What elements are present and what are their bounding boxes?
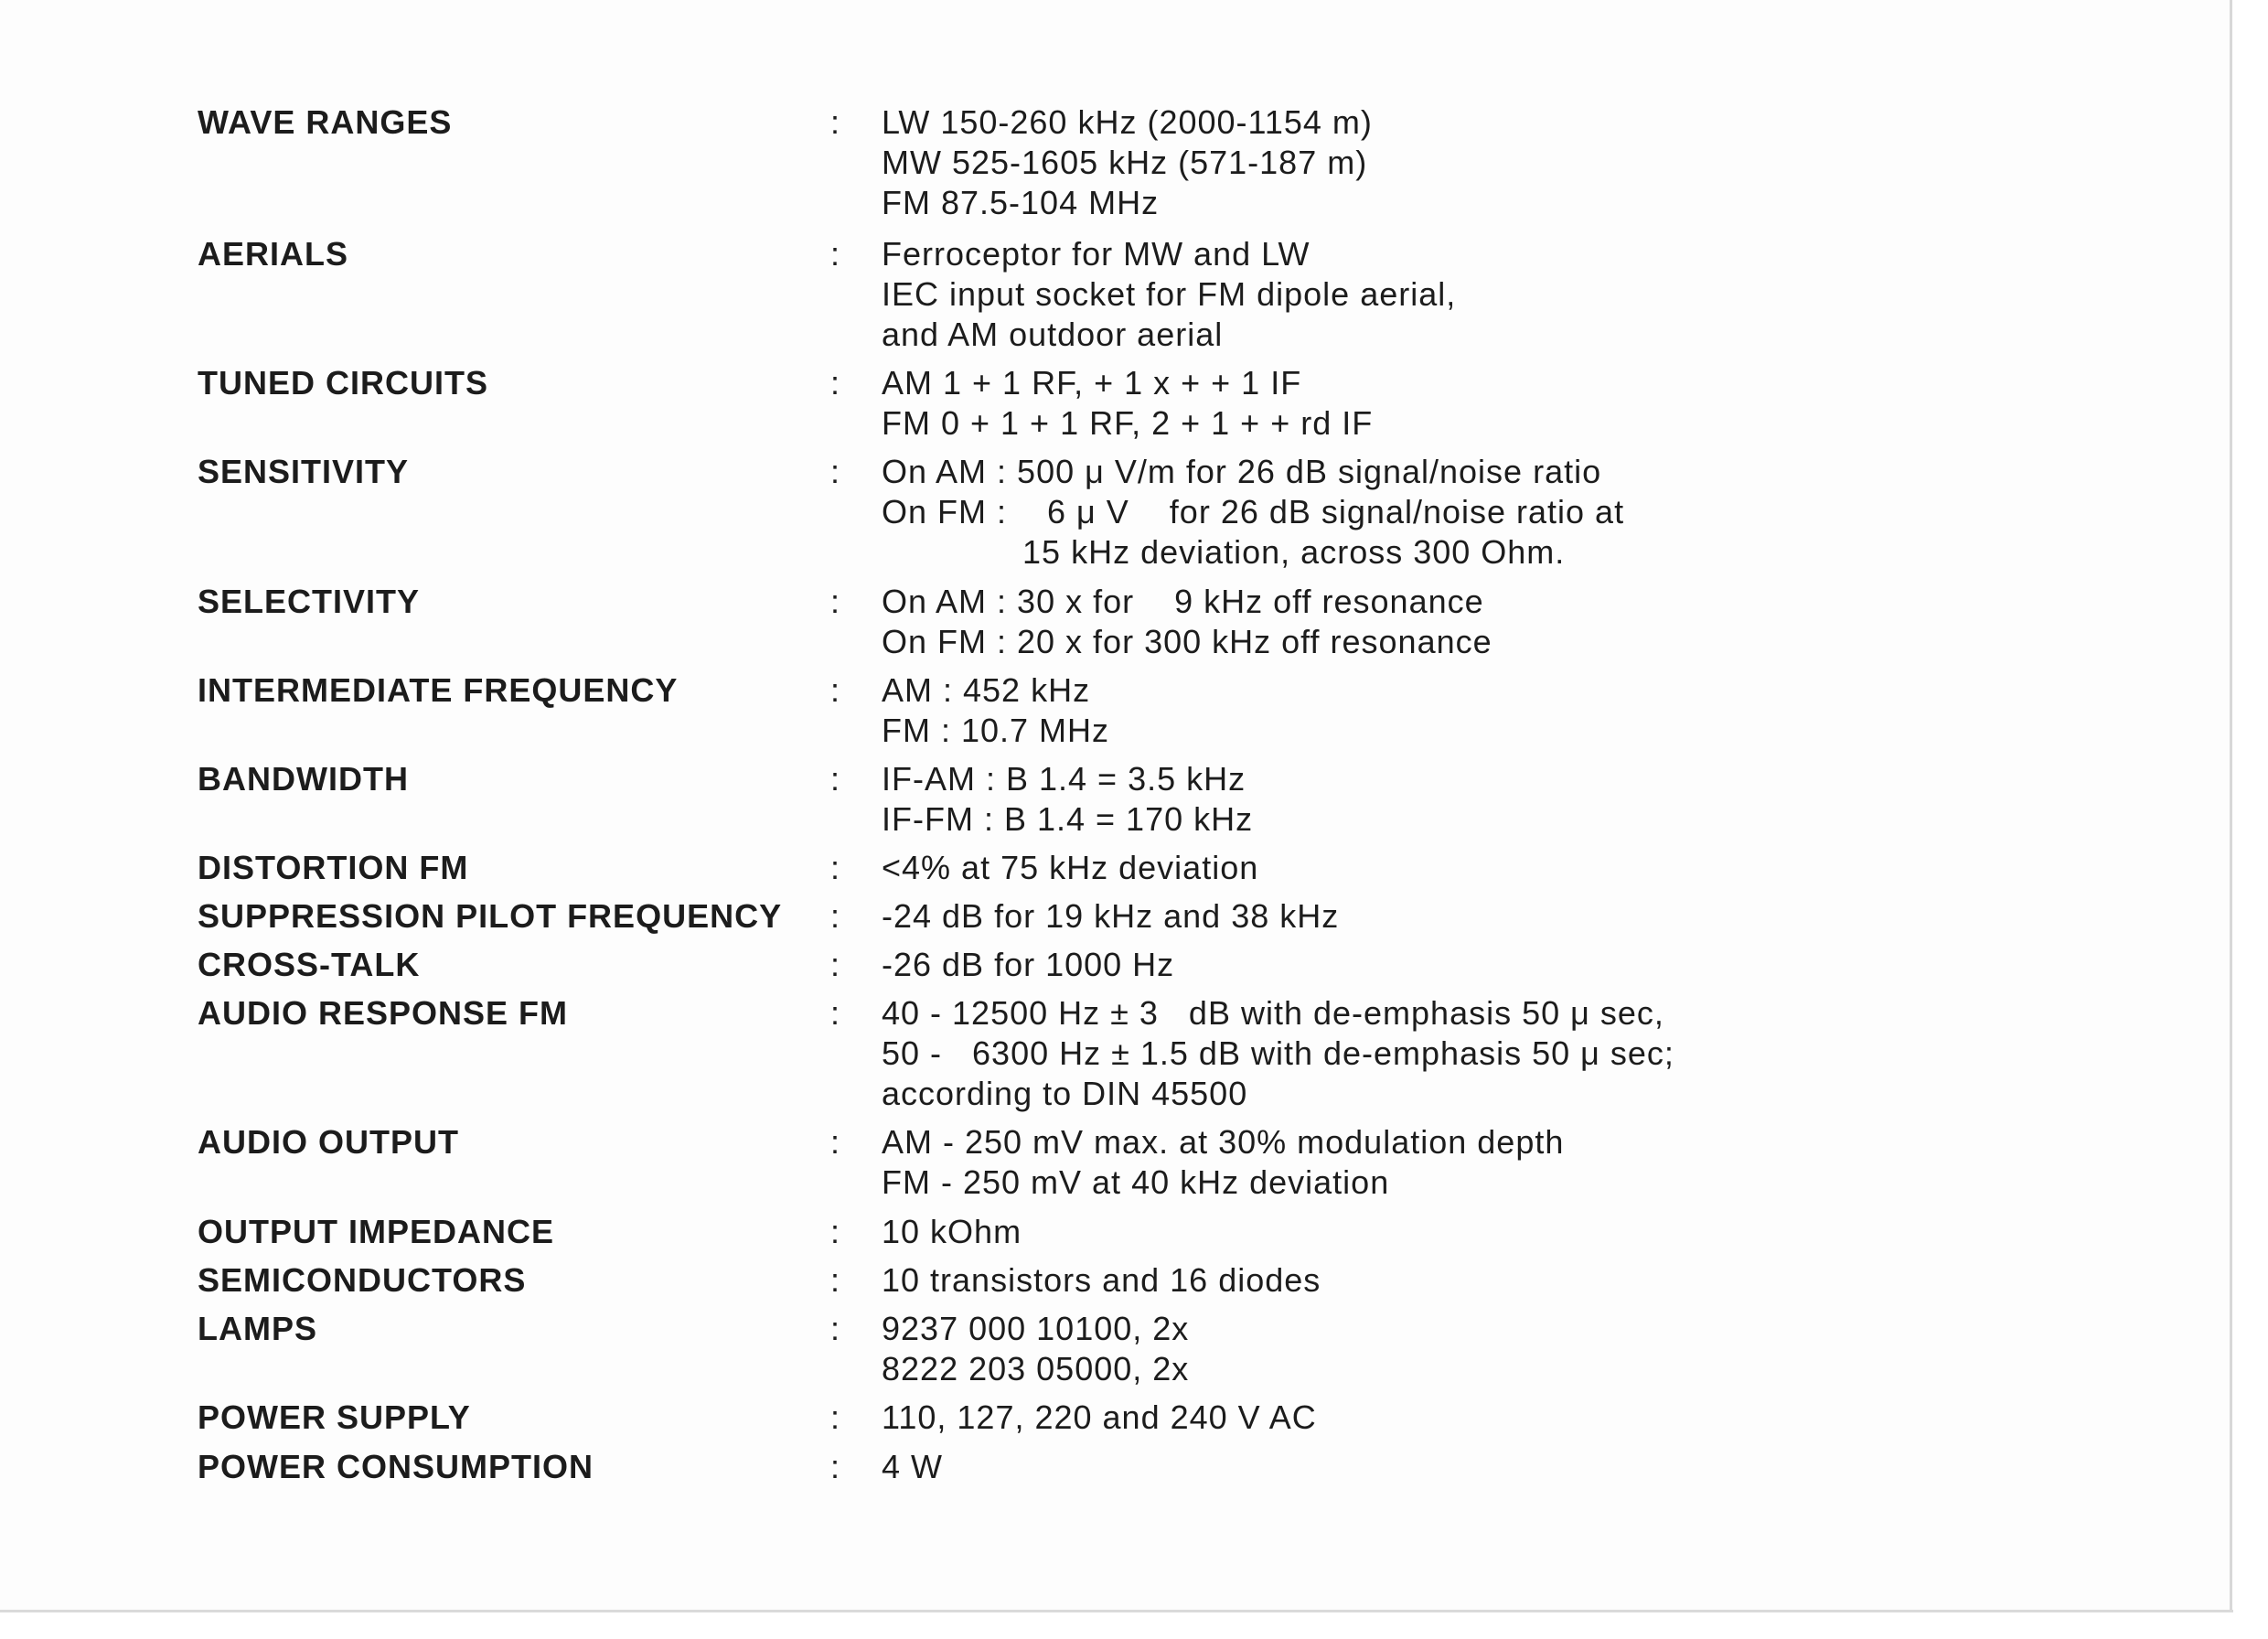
spec-value-line: Ferroceptor for MW and LW — [882, 235, 1311, 273]
spec-value-line: 8222 203 05000, 2x — [882, 1350, 1190, 1387]
spec-value — [882, 1447, 943, 1487]
spec-colon: : — [830, 1213, 840, 1250]
spec-value — [882, 993, 1674, 1114]
spec-colon: : — [830, 994, 840, 1032]
spec-colon: : — [830, 364, 840, 402]
spec-value-line: FM : 10.7 MHz — [882, 712, 1110, 749]
spec-colon: : — [830, 1310, 840, 1347]
spec-value-line: AM - 250 mV max. at 30% modulation depth — [882, 1123, 1565, 1161]
spec-colon: : — [830, 1448, 840, 1485]
spec-label: AUDIO RESPONSE FM — [198, 994, 569, 1032]
spec-value — [882, 670, 1109, 751]
page-edge-bottom — [0, 1610, 2233, 1612]
spec-label: POWER CONSUMPTION — [198, 1448, 594, 1485]
spec-value-line: -24 dB for 19 kHz and 38 kHz — [882, 897, 1340, 935]
spec-label: POWER SUPPLY — [198, 1398, 471, 1436]
spec-value-line: AM 1 + 1 RF, + 1 x + + 1 IF — [882, 364, 1302, 402]
spec-colon: : — [830, 849, 840, 886]
spec-value-line: IF-AM : B 1.4 = 3.5 kHz — [882, 760, 1246, 798]
spec-value-line: AM : 452 kHz — [882, 671, 1091, 709]
spec-label: LAMPS — [198, 1310, 317, 1347]
spec-label: AERIALS — [198, 235, 349, 273]
spec-value — [882, 1309, 1189, 1389]
spec-colon: : — [830, 1123, 840, 1161]
spec-value — [882, 234, 1456, 355]
spec-value-line: 10 transistors and 16 diodes — [882, 1261, 1321, 1299]
spec-value-line: LW 150-260 kHz (2000-1154 m) — [882, 103, 1373, 141]
spec-colon: : — [830, 1261, 840, 1299]
spec-value — [882, 1398, 1317, 1438]
spec-value — [882, 1260, 1321, 1301]
spec-colon: : — [830, 583, 840, 620]
spec-label: TUNED CIRCUITS — [198, 364, 488, 402]
spec-label: SELECTIVITY — [198, 583, 421, 620]
spec-value-line: 110, 127, 220 and 240 V AC — [882, 1398, 1317, 1436]
spec-value-line: On FM : 6 μ V for 26 dB signal/noise ratio at — [882, 493, 1625, 530]
spec-value-line: according to DIN 45500 — [882, 1075, 1248, 1112]
spec-value — [882, 1212, 1022, 1252]
spec-value-line: On FM : 20 x for 300 kHz off resonance — [882, 623, 1492, 660]
spec-label: OUTPUT IMPEDANCE — [198, 1213, 555, 1250]
spec-value — [882, 102, 1373, 223]
spec-value-line: IF-FM : B 1.4 = 170 kHz — [882, 800, 1254, 838]
spec-colon: : — [830, 760, 840, 798]
spec-value-line: <4% at 75 kHz deviation — [882, 849, 1259, 886]
spec-value-line: On AM : 30 x for 9 kHz off resonance — [882, 583, 1484, 620]
spec-colon: : — [830, 103, 840, 141]
spec-colon: : — [830, 946, 840, 983]
spec-value-line: On AM : 500 μ V/m for 26 dB signal/noise ratio — [882, 453, 1602, 490]
spec-colon: : — [830, 235, 840, 273]
spec-label: DISTORTION FM — [198, 849, 469, 886]
page-edge-right — [2230, 0, 2232, 1612]
spec-value-line: 15 kHz deviation, across 300 Ohm. — [882, 533, 1566, 571]
spec-value — [882, 1122, 1564, 1203]
spec-value-line: and AM outdoor aerial — [882, 316, 1224, 353]
spec-colon: : — [830, 897, 840, 935]
spec-label: INTERMEDIATE FREQUENCY — [198, 671, 679, 709]
spec-value-line: FM - 250 mV at 40 kHz deviation — [882, 1163, 1390, 1201]
spec-value — [882, 896, 1339, 937]
spec-value — [882, 945, 1174, 985]
spec-label: SENSITIVITY — [198, 453, 410, 490]
spec-value-line: FM 87.5-104 MHz — [882, 184, 1160, 221]
spec-colon: : — [830, 453, 840, 490]
spec-label: BANDWIDTH — [198, 760, 409, 798]
spec-label: AUDIO OUTPUT — [198, 1123, 459, 1161]
spec-colon: : — [830, 671, 840, 709]
spec-value-line: FM 0 + 1 + 1 RF, 2 + 1 + + rd IF — [882, 404, 1374, 442]
spec-value-line: 9237 000 10100, 2x — [882, 1310, 1190, 1347]
spec-colon: : — [830, 1398, 840, 1436]
spec-label: SUPPRESSION PILOT FREQUENCY — [198, 897, 783, 935]
spec-value-line: 10 kOhm — [882, 1213, 1022, 1250]
spec-value-line: 40 - 12500 Hz ± 3 dB with de-emphasis 50 μ sec, — [882, 994, 1664, 1032]
spec-value — [882, 452, 1624, 573]
spec-value — [882, 848, 1258, 888]
spec-label: SEMICONDUCTORS — [198, 1261, 527, 1299]
spec-value-line: 4 W — [882, 1448, 944, 1485]
spec-value — [882, 582, 1492, 662]
spec-label: CROSS-TALK — [198, 946, 421, 983]
spec-value-line: MW 525-1605 kHz (571-187 m) — [882, 144, 1368, 181]
spec-value-line: IEC input socket for FM dipole aerial, — [882, 275, 1457, 313]
spec-value — [882, 363, 1373, 444]
spec-value-line: 50 - 6300 Hz ± 1.5 dB with de-emphasis 50 μ sec; — [882, 1034, 1674, 1072]
spec-value-line: -26 dB for 1000 Hz — [882, 946, 1175, 983]
spec-value — [882, 759, 1253, 840]
spec-label: WAVE RANGES — [198, 103, 453, 141]
